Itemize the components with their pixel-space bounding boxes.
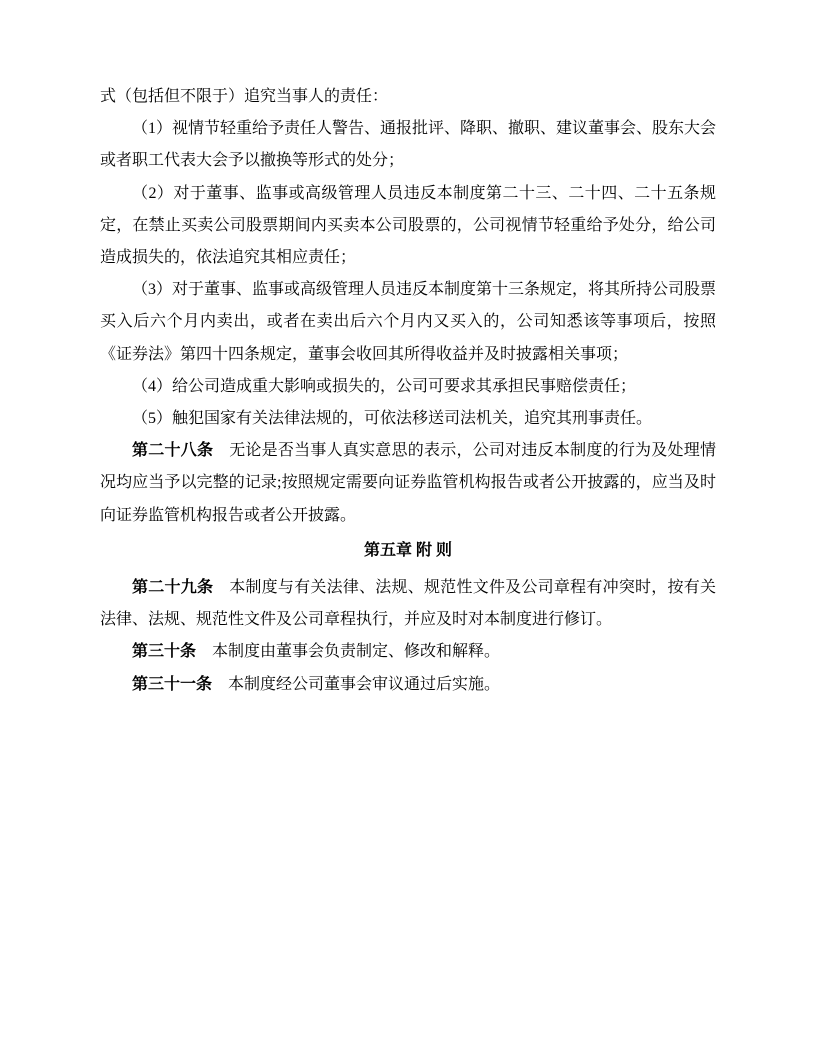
list-item-1: （1）视情节轻重给予责任人警告、通报批评、降职、撤职、建议董事会、股东大会或者职工代表大会予以撤换等形式的处分； (100, 120, 717, 170)
article-29-paragraph (100, 572, 716, 636)
chapter-heading: 第五章 附 则 (363, 541, 452, 559)
article-29-label: 第二十九条 (132, 579, 214, 597)
article-31-text: 本制度经公司董事会审议通过后实施。 (228, 675, 501, 693)
article-28-paragraph (100, 435, 716, 532)
document-content (100, 81, 716, 701)
article-30-paragraph (100, 636, 716, 668)
article-30-text: 本制度由董事会负责制定、修改和解释。 (212, 643, 501, 661)
article-28-label: 第二十八条 (132, 442, 214, 460)
list-item-4: （4）给公司造成重大影响或损失的，公司可要求其承担民事赔偿责任； (132, 377, 637, 395)
list-item-3: （3）对于董事、监事或高级管理人员违反本制度第十三条规定，将其所持公司股票买入后六个月内卖出，或者在卖出后六个月内又买入的，公司知悉该等事项后，按照《证券法》第四十四条规定，董事会收回其所得收益并及时披露相关事项； (100, 281, 717, 363)
article-29-text: 本制度与有关法律、法规、规范性文件及公司章程有冲突时，按有关法律、法规、规范性文件及公司章程执行，并应及时对本制度进行修订。 (100, 579, 716, 629)
paragraph-continuation: 式（包括但不限于）追究当事人的责任： (100, 88, 389, 105)
list-item-5: （5）触犯国家有关法律法规的，可依法移送司法机关，追究其刑事责任。 (132, 410, 653, 428)
list-item-2: （2）对于董事、监事或高级管理人员违反本制度第二十三、二十四、二十五条规定，在禁止买卖公司股票期间内买卖本公司股票的，公司视情节轻重给予处分，给公司造成损失的，依法追究其相应责任； (100, 184, 716, 267)
article-31-label: 第三十一条 (132, 675, 213, 693)
article-28-text: 无论是否当事人真实意思的表示，公司对违反本制度的行为及处理情况均应当予以完整的记录;按照规定需要向证券监管机构报告或者公开披露的，应当及时向证券监管机构报告或者公开披露。 (100, 442, 716, 524)
article-30-label: 第三十条 (132, 643, 197, 661)
article-31-paragraph (100, 669, 716, 701)
